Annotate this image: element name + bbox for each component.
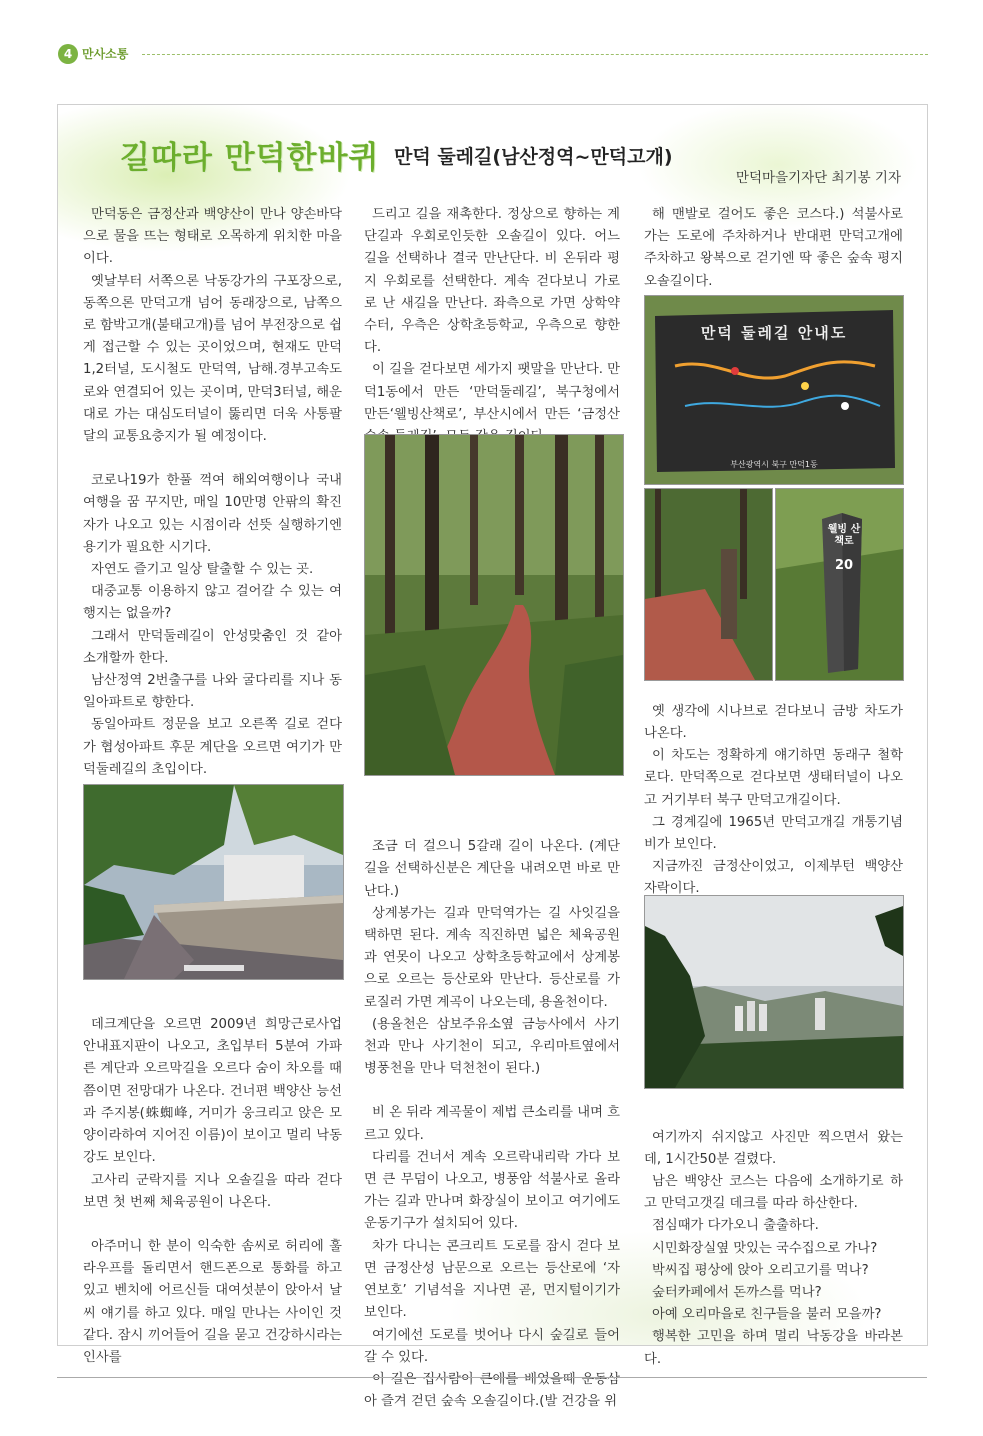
paragraph: 옛날부터 서쪽으론 낙동강가의 구포장으로, 동쪽으론 만덕고개 넘어 동래장으로, 남쪽으로 함박고개(불태고개)를 넘어 부전장으로 쉽게 접근할 수 있는 곳이었으며, 현재도 만덕 1,2터널, 도시철도 만덕역, 남해.경부고속도로와 연결되어 있는 곳이며, 만덕3터널, 해운대로 가는 대심도터널이 뚫리면 더욱 사통팔달의 교통요충지가 될 예정이다. bbox=[83, 273, 342, 445]
page-number: 4 bbox=[58, 44, 78, 64]
paragraph: 지금까진 금정산이었고, 이제부턴 백양산 자락이다. bbox=[644, 859, 903, 897]
photo-city-view bbox=[644, 895, 904, 1089]
article-column-2 bbox=[364, 204, 620, 1413]
paragraph: 점심때가 다가오니 출출하다. bbox=[652, 1218, 819, 1234]
paragraph: 자연도 즐기고 일상 탈출할 수 있는 곳. bbox=[91, 562, 314, 578]
paragraph: 고사리 군락지를 지나 오솔길을 따라 걷다 보면 첫 번째 체육공원이 나온다. bbox=[83, 1172, 342, 1210]
paragraph: 조금 더 걸으니 5갈래 길이 나온다. (계단길을 선택하신분은 계단을 내려오면 바로 만난다.) bbox=[364, 839, 620, 899]
page-header bbox=[58, 44, 928, 66]
article-subtitle: 만덕 둘레길(남산정역~만덕고개) bbox=[394, 146, 673, 168]
paragraph: 행복한 고민을 하며 멀리 낙동강을 바라본다. bbox=[644, 1329, 903, 1367]
paragraph: 이 길은 집사람이 큰애를 배었을때 운동삼아 즐겨 걷던 숲속 오솔길이다.(발 건강을 위 bbox=[364, 1371, 620, 1410]
paragraph: 코로나19가 한풀 꺽여 해외여행이나 국내여행을 꿈 꾸지만, 매일 10만명 안팎의 확진자가 나오고 있는 시점이라 선뜻 실행하기엔 용기가 필요한 시기다. bbox=[83, 473, 342, 555]
photo-trail-entrance bbox=[83, 784, 344, 980]
paragraph: 드리고 길을 재촉한다. 정상으로 향하는 계단길과 우회로인듯한 오솔길이 있다. 어느 길을 선택하나 결국 만난단다. 비 온뒤라 평지 우회로를 선택한다. 계속 걷다보니 가로로 난 새길을 만난다. 좌측으로 가면 상학약수터, 우측은 상학초등학교, 우측으로 향한다. bbox=[364, 207, 620, 356]
photo-wellbeing-post bbox=[775, 488, 904, 681]
paragraph: 아주머니 한 분이 익숙한 솜씨로 허리에 훌라우프를 돌리면서 핸드폰으로 통화를 하고 있고 벤치에 어르신들 대여섯분이 앉아서 날씨 얘기를 하고 있다. 매일 만나는 사이인 것 같다. 잠시 끼어들어 길을 묻고 건강하시라는 인사를 bbox=[83, 1238, 342, 1365]
paragraph: (용올천은 삼보주유소옆 금능사에서 사기천과 만나 사기천이 되고, 우리마트옆에서 병풍천을 만나 덕천천이 된다.) bbox=[364, 1016, 620, 1077]
paragraph: 이 차도는 정확하게 얘기하면 동래구 철학로다. 만덕쪽으로 걷다보면 생태터널이 나오고 거기부터 북구 만덕고개길이다. bbox=[644, 748, 903, 808]
paragraph: 상계봉가는 길과 만덕역가는 길 사잇길을 택하면 된다. 계속 직진하면 넓은 체육공원과 연못이 나오고 상학초등학교에서 상계봉으로 오르는 등산로와 만난다. 등산로를 가로질러 가면 계곡이 나오는데, 용올천이다. bbox=[364, 905, 620, 1010]
article-box bbox=[57, 104, 928, 1410]
paragraph: 비 온 뒤라 계곡물이 제법 큰소리를 내며 흐르고 있다. bbox=[364, 1105, 620, 1143]
paragraph: 박씨집 평상에 앉아 오리고기를 먹나? bbox=[652, 1262, 869, 1278]
paragraph: 숲터카페에서 돈까스를 먹나? bbox=[652, 1285, 822, 1301]
article-title: 길따라 만덕한바퀴 bbox=[120, 140, 380, 176]
photo-trail-signpost bbox=[644, 488, 773, 681]
forest-path-image bbox=[365, 435, 623, 775]
photo-trail-map-sign bbox=[644, 295, 904, 485]
paragraph: 차가 다니는 콘크리트 도로를 잠시 걷다 보면 금정산성 남문으로 오르는 등산로에 ‘자연보호’ 기념석을 지나면 곧, 먼지털이기가 보인다. bbox=[364, 1238, 620, 1321]
paragraph: 시민화장실옆 맛있는 국수집으로 가나? bbox=[652, 1240, 878, 1256]
paragraph: 해 맨발로 걸어도 좋은 코스다.) 석불사로 가는 도로에 주차하거나 반대편 만덕고개에 주차하고 왕복으로 걷기엔 딱 좋은 숲속 평지 오솔길이다. bbox=[644, 207, 903, 289]
post-label: 웰빙 산책로 bbox=[827, 524, 861, 547]
wellbeing-post-image bbox=[776, 489, 903, 680]
header-divider bbox=[142, 54, 928, 55]
city-view-image bbox=[645, 896, 903, 1088]
paragraph: 여기까지 쉬지않고 사진만 찍으면서 왔는데, 1시간50분 걸렸다. bbox=[644, 1129, 903, 1167]
trail-map-footer: 부산광역시 북구 만덕1동 bbox=[730, 460, 818, 469]
paragraph: 다리를 건너서 계속 오르락내리락 가다 보면 큰 무덤이 나오고, 병풍암 석불사로 올라가는 길과 만나며 화장실이 보이고 여기에도 운동기구가 설치되어 있다. bbox=[364, 1149, 620, 1232]
trail-entrance-image bbox=[84, 785, 343, 979]
paragraph: 옛 생각에 시나브로 걷다보니 금방 차도가 나온다. bbox=[644, 703, 903, 742]
footer-divider bbox=[57, 1377, 927, 1378]
paragraph: 데크계단을 오르면 2009년 희망근로사업 안내표지판이 나오고, 초입부터 5분여 가파른 계단과 오르막길을 오르다 숨이 차오를 때 쯤이면 전망대가 나온다. 건너편 백양산 능선과 주지봉(蛛蜘峰, 거미가 웅크리고 앉은 모양이라하여 지어진 이름)이 보이고 멀리 낙동강도 보인다. bbox=[83, 1017, 342, 1166]
trail-signpost-image bbox=[645, 489, 772, 680]
photo-forest-path bbox=[364, 434, 624, 776]
post-number: 20 bbox=[834, 558, 854, 573]
article-byline: 만덕마을기자단 최기봉 기자 bbox=[735, 170, 901, 186]
paragraph: 아예 오리마을로 친구들을 불러 모을까? bbox=[652, 1307, 882, 1323]
paragraph: 그래서 만덕둘레길이 안성맞춤인 것 같아 소개할까 한다. bbox=[83, 628, 342, 666]
paragraph: 그 경계길에 1965년 만덕고개길 개통기념비가 보인다. bbox=[644, 814, 903, 853]
paragraph: 여기에선 도로를 벗어나 다시 숲길로 들어갈 수 있다. bbox=[364, 1327, 620, 1365]
paragraph: 이 길을 걷다보면 세가지 팻말을 만난다. 만덕1동에서 만든 ‘만덕둘레길’, 북구청에서 만든‘웰빙산책로’, 부산시에서 만든 ‘금정산 bbox=[364, 362, 620, 422]
trail-map-title: 만덕 둘레길 안내도 bbox=[700, 324, 848, 342]
paragraph: 만덕동은 금정산과 백양산이 만나 양손바닥으로 물을 뜨는 형태로 오목하게 위치한 마을이다. bbox=[83, 207, 342, 267]
paragraph: 대중교통 이용하지 않고 걸어갈 수 있는 여행지는 없을까? bbox=[83, 584, 342, 622]
paragraph: 남은 백양산 코스는 다음에 소개하기로 하고 만덕고갯길 데크를 따라 하산한다. bbox=[644, 1174, 903, 1212]
paragraph: 남산정역 2번출구를 나와 굴다리를 지나 동일아파트로 향한다. bbox=[83, 673, 342, 711]
section-title: 만사소통 bbox=[82, 47, 129, 61]
paragraph: 동일아파트 정문을 보고 오른쪽 길로 걷다가 협성아파트 후문 계단을 오르면 여기가 만덕둘레길의 초입이다. bbox=[83, 717, 342, 777]
